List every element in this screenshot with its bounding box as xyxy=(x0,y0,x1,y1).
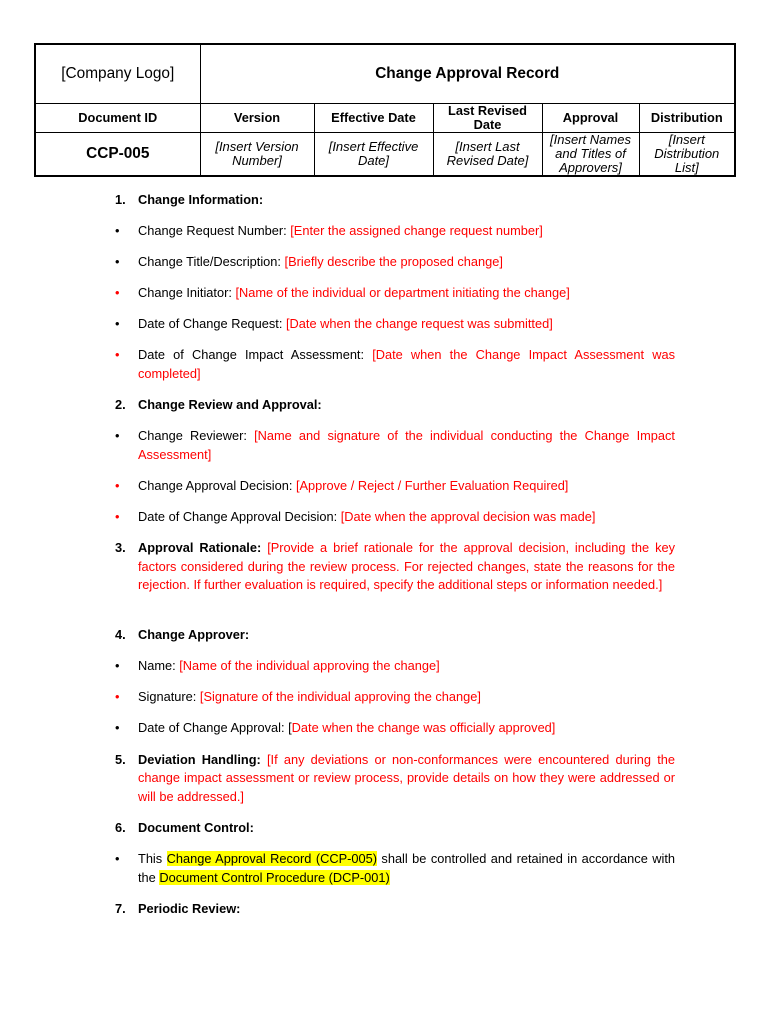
field-label: Name: xyxy=(138,658,180,674)
field-placeholder: [Approve / Reject / Further Evaluation Required] xyxy=(295,477,569,493)
section-number: 1. xyxy=(115,191,126,207)
last-revised-date-value: [Insert Last Revised Date] xyxy=(433,132,542,176)
section-change-information xyxy=(110,191,675,210)
bullet-icon xyxy=(110,719,138,738)
statement-text: This xyxy=(138,851,167,867)
column-header-last-revised-date: Last Revised Date xyxy=(433,103,542,132)
document-body xyxy=(110,191,675,931)
bullet-icon xyxy=(110,222,138,241)
field-change-reviewer xyxy=(110,427,675,464)
section-change-approver xyxy=(110,626,675,645)
field-placeholder: [Briefly describe the proposed change] xyxy=(284,253,503,269)
document-header-table xyxy=(34,43,736,177)
bullet-icon xyxy=(110,284,138,303)
field-label: Date of Change Approval: [ xyxy=(138,720,292,736)
field-placeholder: [Signature of the individual approving the change] xyxy=(199,689,481,705)
bullet-icon xyxy=(110,508,138,527)
version-value: [Insert Version Number] xyxy=(200,132,314,176)
bullet-icon xyxy=(110,477,138,496)
section-document-control xyxy=(110,819,675,838)
field-date-of-impact-assessment xyxy=(110,346,675,383)
field-placeholder: [Name and signature of the individual conducting the Change Impact Assessment] xyxy=(138,427,675,462)
bullet-icon xyxy=(110,315,138,334)
highlighted-procedure-reference: Document Control Procedure (DCP-001) xyxy=(159,869,390,885)
bullet-icon xyxy=(110,427,138,464)
field-label: Change Request Number: xyxy=(138,222,291,238)
effective-date-value: [Insert Effective Date] xyxy=(314,132,433,176)
field-placeholder: Date when the change was officially approved] xyxy=(291,720,556,736)
bullet-icon xyxy=(110,346,138,383)
section-number: 5. xyxy=(115,751,126,767)
section-heading: Approval Rationale: xyxy=(138,539,262,555)
field-label: Change Title/Description: xyxy=(138,253,285,269)
section-number: 3. xyxy=(115,539,126,555)
field-label: Date of Change Request: xyxy=(138,315,286,331)
document-control-statement xyxy=(110,850,675,887)
section-deviation-handling xyxy=(110,751,675,807)
section-number: 6. xyxy=(115,820,126,835)
field-label: Change Initiator: xyxy=(138,284,236,300)
field-date-of-change-request xyxy=(110,315,675,334)
statement-text: shall be controlled and retained in accordance with the xyxy=(138,851,676,885)
field-label: Change Reviewer: xyxy=(138,427,255,443)
column-header-distribution: Distribution xyxy=(639,103,735,132)
field-label: Date of Change Impact Assessment: xyxy=(138,347,373,363)
column-header-effective-date: Effective Date xyxy=(314,103,433,132)
section-approval-rationale xyxy=(110,539,675,614)
section-heading: Change Approver: xyxy=(138,627,250,643)
section-number: 2. xyxy=(115,396,126,412)
bullet-icon xyxy=(110,850,138,887)
approval-value: [Insert Names and Titles of Approvers] xyxy=(542,132,639,176)
field-approver-signature xyxy=(110,688,675,707)
highlighted-document-reference: Change Approval Record (CCP-005) xyxy=(166,851,377,867)
section-heading: Periodic Review: xyxy=(138,900,241,916)
document-id-value: CCP-005 xyxy=(35,132,200,176)
field-change-request-number xyxy=(110,222,675,241)
section-heading: Deviation Handling: xyxy=(138,751,261,767)
bullet-icon xyxy=(110,253,138,272)
section-number: 4. xyxy=(115,627,126,643)
section-placeholder-text: [Provide a brief rationale for the approval decision, including the key factors considered during the review process. For rejected changes, state the reasons for the rejection. If further evaluation is required, specify the additional steps or information needed.] xyxy=(138,539,675,593)
bullet-icon xyxy=(110,688,138,707)
section-change-review-and-approval xyxy=(110,396,675,415)
column-header-document-id: Document ID xyxy=(35,103,200,132)
field-placeholder: [Date when the change request was submitted] xyxy=(285,315,553,331)
field-label: Signature: xyxy=(138,689,200,705)
field-placeholder: [Name of the individual or department initiating the change] xyxy=(235,284,570,300)
field-placeholder: [Name of the individual approving the change] xyxy=(179,658,440,674)
field-change-title-description xyxy=(110,253,675,272)
document-title: Change Approval Record xyxy=(200,44,735,103)
field-placeholder: [Date when the Change Impact Assessment was completed] xyxy=(138,347,675,381)
field-change-initiator xyxy=(110,284,675,303)
field-date-of-approval-decision xyxy=(110,508,675,527)
field-label: Date of Change Approval Decision: xyxy=(138,508,341,524)
field-date-of-change-approval xyxy=(110,719,675,738)
field-change-approval-decision xyxy=(110,477,675,496)
section-placeholder-text: [If any deviations or non-conformances were encountered during the change impact assessment or review process, provide details on how they were addressed or will be addressed.] xyxy=(138,751,676,804)
field-approver-name xyxy=(110,657,675,676)
column-header-approval: Approval xyxy=(542,103,639,132)
section-periodic-review xyxy=(110,900,675,919)
company-logo-placeholder: [Company Logo] xyxy=(35,44,200,103)
distribution-value: [Insert Distribution List] xyxy=(639,132,735,176)
section-heading: Change Information: xyxy=(138,191,264,207)
section-heading: Document Control: xyxy=(138,820,254,835)
field-placeholder: [Enter the assigned change request number] xyxy=(290,222,543,238)
bullet-icon xyxy=(110,657,138,676)
field-placeholder: [Date when the approval decision was made] xyxy=(340,508,596,524)
section-number: 7. xyxy=(115,900,126,916)
column-header-version: Version xyxy=(200,103,314,132)
section-heading: Change Review and Approval: xyxy=(138,396,322,412)
field-label: Change Approval Decision: xyxy=(138,477,296,493)
